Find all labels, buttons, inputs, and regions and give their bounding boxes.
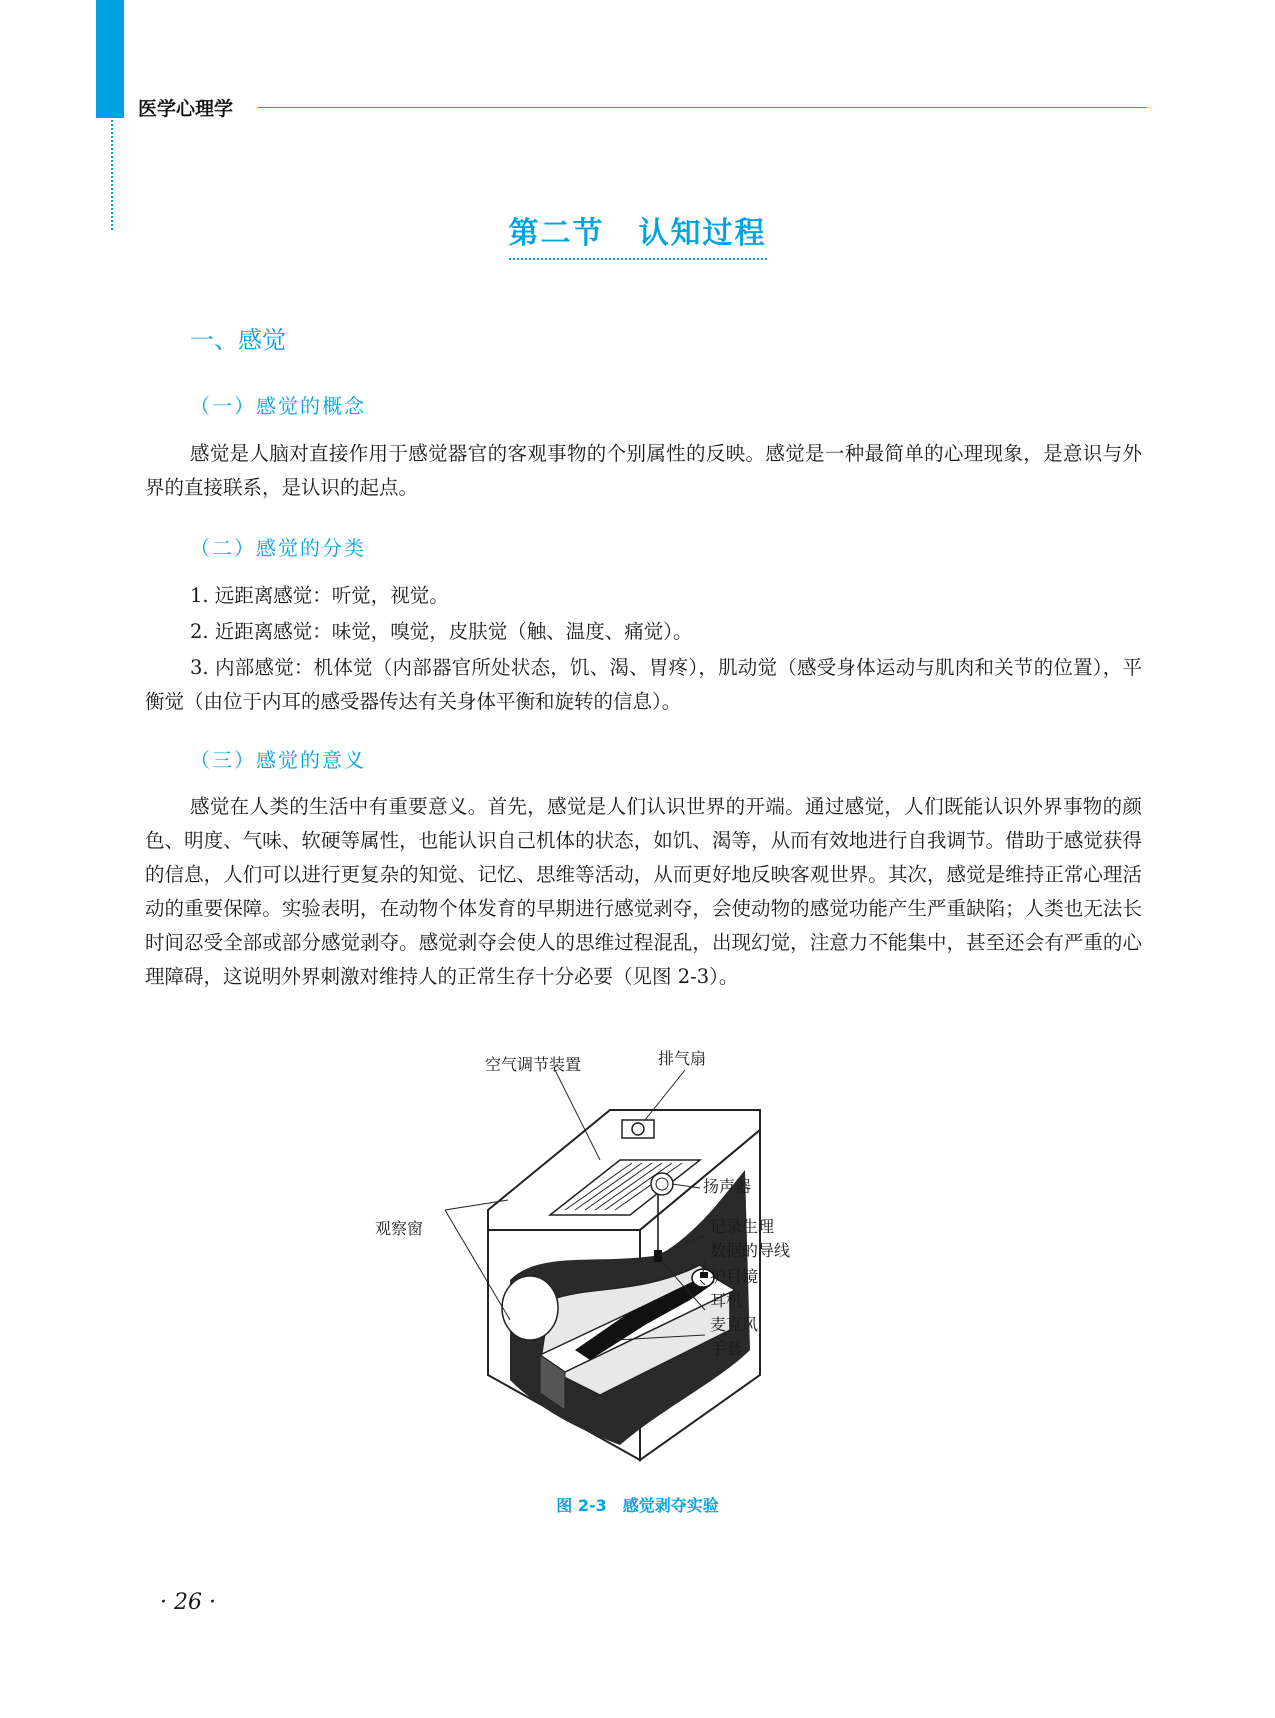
header-accent-bar [96, 0, 124, 118]
paragraph-concept: 感觉是人脑对直接作用于感觉器官的客观事物的个别属性的反映。感觉是一种最简单的心理现象，是意识与外界的直接联系，是认识的起点。 [145, 442, 1142, 499]
subheading-significance: （三）感觉的意义 [190, 748, 366, 772]
section-name: 认知过程 [638, 216, 767, 251]
label-goggles: 护目镜 [710, 1267, 759, 1286]
page-number: · 26 · [160, 1590, 216, 1615]
figure-caption: 图 2-3 感觉剥夺实验 [556, 1496, 719, 1515]
sensory-deprivation-illustration [375, 1049, 880, 1490]
label-exhaust-fan: 排气扇 [658, 1049, 707, 1068]
list-item: 1. 远距离感觉：听觉，视觉。 [190, 584, 449, 607]
label-observation-window: 观察窗 [375, 1219, 424, 1238]
list-item: 3. 内部感觉：机体觉（内部器官所处状态，饥、渴、胃疼），肌动觉（感受身体运动与肌肉和关节的位置），平衡觉（由位于内耳的感受器传达有关身体平衡和旋转的信息）。 [145, 656, 1142, 713]
paragraph-significance: 感觉在人类的生活中有重要意义。首先，感觉是人们认识世界的开端。通过感觉，人们既能认识外界事物的颜色、明度、气味、软硬等属性，也能认识自己机体的状态，如饥、渴等，从而有效地进行自我调节。借助于感觉获得的信息，人们可以进行更复杂的知觉、记忆、思维等活动，从而更好地反映客观世界。其次，感觉是维持正常心理活动的重要保障。实验表明，在动物个体发育的早期进行感觉剥夺，会使动物的感觉功能产生严重缺陷；人类也无法长时间忍受全部或部分感觉剥夺。感觉剥夺会使人的思维过程混乱，出现幻觉，注意力不能集中，甚至还会有严重的心理障碍，这说明外界刺激对维持人的正常生存十分必要（见图 2-3）。 [145, 795, 1142, 988]
header-rule [258, 107, 1147, 108]
section-title [0, 208, 1275, 260]
label-wires-line1: 记录生理 [710, 1217, 775, 1236]
section-number: 第二节 [508, 216, 605, 251]
label-microphone: 麦克风 [710, 1315, 759, 1334]
label-speaker: 扬声器 [703, 1177, 752, 1196]
label-air-conditioner: 空气调节装置 [485, 1055, 582, 1074]
heading-sensation: 一、感觉 [190, 326, 286, 354]
label-gloves: 手套 [710, 1339, 743, 1358]
subheading-concept: （一）感觉的概念 [190, 394, 366, 418]
figure-sensory-deprivation [375, 1049, 880, 1490]
list-item: 2. 近距离感觉：味觉，嗅觉，皮肤觉（触、温度、痛觉）。 [190, 620, 693, 643]
running-header-title: 医学心理学 [138, 98, 234, 120]
label-headphones: 耳机 [710, 1291, 743, 1310]
label-wires-line2: 数据的导线 [710, 1241, 791, 1260]
subheading-classification: （二）感觉的分类 [190, 536, 366, 560]
